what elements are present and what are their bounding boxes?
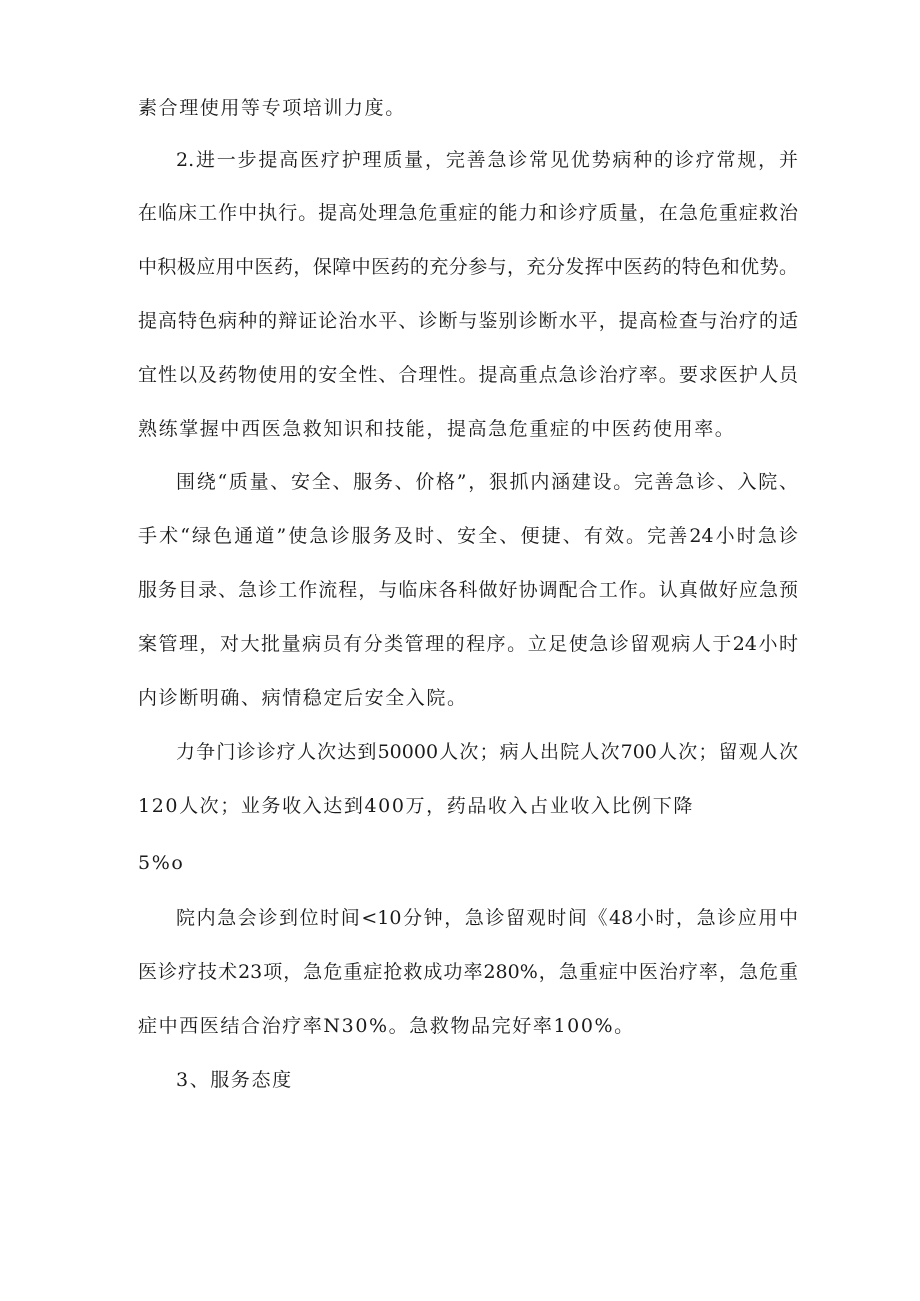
text-line-4: 中积极应用中医药，保障中医药的充分参与，充分发挥中医药的特色和优势。 xyxy=(138,256,798,278)
text-line-11: 案管理，对大批量病员有分类管理的程序。立足使急诊留观病人于24小时 xyxy=(138,633,798,655)
text-line-3: 在临床工作中执行。提高处理急危重症的能力和诊疗质量，在急危重症救治 xyxy=(138,202,798,224)
text-line-6: 宜性以及药物使用的安全性、合理性。提高重点急诊治疗率。要求医护人员 xyxy=(138,364,798,386)
text-line-12: 内诊断明确、病情稳定后安全入院。 xyxy=(138,687,468,709)
text-line-15: 5%o xyxy=(138,852,185,874)
text-line-18: 症中西医结合治疗率N30%。急救物品完好率100%。 xyxy=(138,1015,635,1037)
text-line-8: 围绕“质量、安全、服务、价格”，狠抓内涵建设。完善急诊、入院、 xyxy=(176,471,798,493)
text-line-1: 素合理使用等专项培训力度。 xyxy=(138,97,406,119)
text-line-13: 力争门诊诊疗人次达到50000人次；病人出院人次700人次；留观人次 xyxy=(176,741,798,763)
text-line-7: 熟练掌握中西医急救知识和技能，提高急危重症的中医药使用率。 xyxy=(138,418,736,440)
section-heading: 3、服务态度 xyxy=(176,1069,293,1091)
text-line-5: 提高特色病种的辩证论治水平、诊断与鉴别诊断水平，提高检查与治疗的适 xyxy=(138,310,798,332)
text-line-14: 120人次；业务收入达到400万，药品收入占业收入比例下降 xyxy=(138,795,694,817)
text-line-16: 院内急会诊到位时间<10分钟，急诊留观时间《48小时，急诊应用中 xyxy=(176,907,798,929)
text-line-10: 服务目录、急诊工作流程，与临床各科做好协调配合工作。认真做好应急预 xyxy=(138,579,798,601)
text-line-17: 医诊疗技术23项，急危重症抢救成功率280%，急重症中医治疗率，急危重 xyxy=(138,961,798,983)
text-line-2: 2.进一步提高医疗护理质量，完善急诊常见优势病种的诊疗常规，并 xyxy=(176,149,798,171)
text-line-9: 手术“绿色通道”使急诊服务及时、安全、便捷、有效。完善24小时急诊 xyxy=(138,525,798,547)
